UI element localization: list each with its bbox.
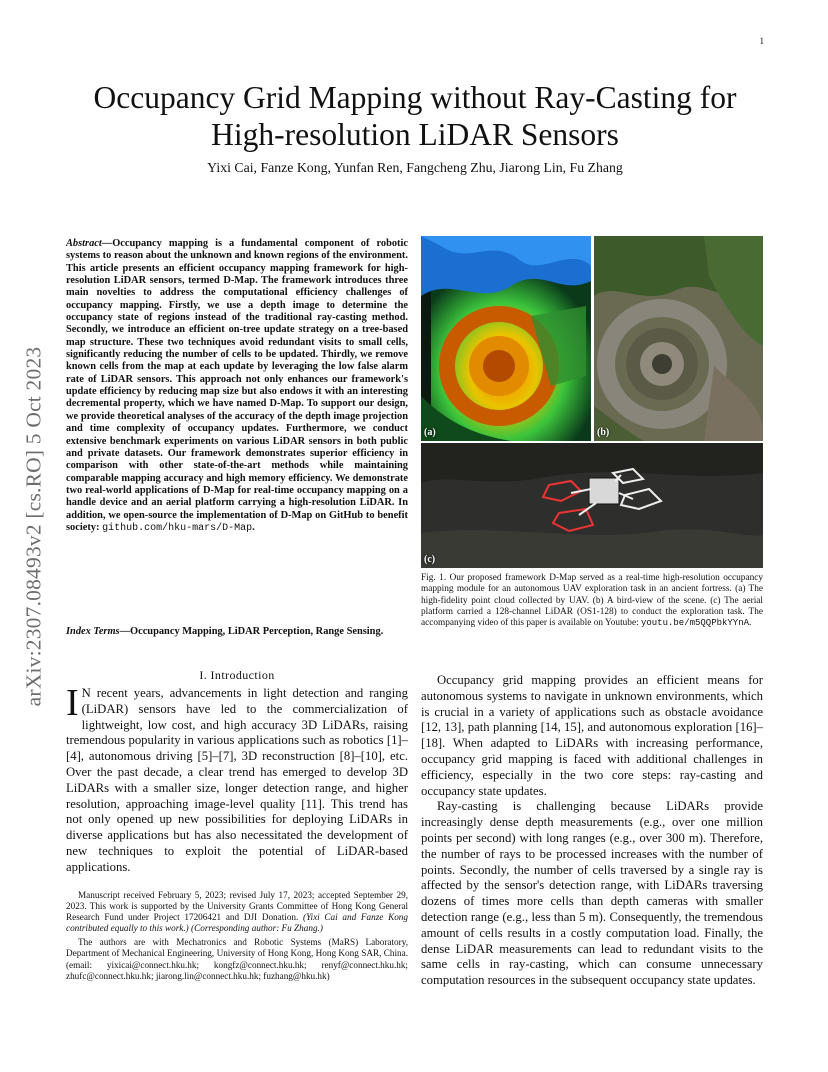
page-number: 1 (759, 36, 764, 46)
panel-label-a: (a) (424, 427, 436, 438)
footnote-affiliation: The authors are with Mechatronics and Robotic Systems (MaRS) Laboratory, Department of Mechanical Engineering, University of Hong Kong, Hong Kong SAR, China. (email: yixicai@connect.hku.hk; kongfz@connect.hku.hk; renyf@connect.hku.hk; zhufc@connect.hku.hk; jiarong.lin@connect.hku.hk; fuzhang@hku.hk) (66, 937, 408, 981)
index-terms-label: Index Terms (66, 626, 120, 637)
intro-text: N recent years, advancements in light detection and ranging (LiDAR) sensors have led to the commercialization of lightweight, low cost, and high accuracy 3D LiDARs, raising tremendous popularity in various applications such as robotics [1]–[4], autonomous driving [5]–[7], 3D reconstruction [8]–[10], etc. Over the past decade, a clear trend has emerged to develop 3D LiDARs with a smaller size, longer detection range, and higher resolution, approaching image-level quality [11]. This trend has not only opened up new possibilities for deploying LiDARs in diverse applications but has also necessitated the development of new techniques to exploit the potential of LiDAR-based applications. (66, 686, 408, 874)
panel-label-c: (c) (424, 554, 436, 565)
index-terms-text: —Occupancy Mapping, LiDAR Perception, Range Sensing. (119, 626, 384, 637)
panel-label-b: (b) (597, 427, 610, 438)
caption-text: Fig. 1. Our proposed framework D-Map served as a real-time high-resolution occupancy mapping module for an autonomous UAV exploration task in an ancient fortress. (a) The high-fidelity point cloud collected by UAV. (b) A bird-view of the scene. (c) The aerial platform carried a 128-channel LiDAR (OS1-128) to conduct the exploration task. The accompanying video of this paper is available on Youtube: (421, 573, 763, 628)
paragraph-occupancy-mapping: Occupancy grid mapping provides an efficient means for autonomous systems to navigate in unknown environments, which is crucial in a variety of applications such as obstacle avoidance [12, 13], path planning [14, 15], and autonomous exploration [16]–[18]. When adapted to LiDARs with increasing performance, occupancy grid mapping is faced with additional challenges in efficiency, especially in the two core steps: ray-casting and occupancy state updates. (421, 673, 763, 798)
bird-view-photo (594, 236, 763, 441)
caption-end: . (749, 618, 752, 628)
index-terms (66, 626, 408, 638)
title-line-1: Occupancy Grid Mapping without Ray-Casting for (93, 80, 737, 115)
intro-paragraph (66, 682, 408, 876)
abstract-text: —Occupancy mapping is a fundamental component of robotic systems to reason about the unknown and known regions of the environment. This article presents an efficient occupancy mapping framework for high-resolution LiDAR sensors, termed D-Map. The framework introduces three main novelties to address the computational efficiency challenges of occupancy mapping. Firstly, we use a depth image to determine the occupancy state of regions instead of the traditional ray-casting method. Secondly, we introduce an efficient on-tree update strategy on a tree-based map structure. These two techniques avoid redundant visits to small cells, significantly reducing the number of cells to be updated. Thirdly, we remove known cells from the map at each update by leveraging the low false alarm rate of LiDAR sensors. This approach not only enhances our framework's update efficiency by reducing map size but also endows it with an interesting decremental property, which we have named D-Map. To support our design, we provide theoretical analyses of the accuracy of the depth image projection and time complexity of occupancy updates. Furthermore, we conduct extensive benchmark experiments on various LiDAR sensors in both public and private datasets. Our framework demonstrates superior efficiency in comparison with other state-of-the-art methods while maintaining comparable mapping accuracy and high memory efficiency. We demonstrate two real-world applications of D-Map for real-time occupancy mapping on a handle device and an aerial platform carrying a high-resolution LiDAR. In addition, we open-source the implementation of D-Map on GitHub to benefit society: (66, 238, 408, 533)
github-link[interactable]: github.com/hku-mars/D-Map (102, 522, 253, 534)
youtube-link[interactable]: youtu.be/m5QQPbkYYnA (640, 618, 750, 628)
figure-1 (421, 236, 763, 568)
author-list: Yixi Cai, Fanze Kong, Yunfan Ren, Fangcheng Zhu, Jiarong Lin, Fu Zhang (207, 160, 623, 175)
drop-cap: I (66, 682, 79, 724)
abstract (66, 238, 408, 535)
section-heading: I. Introduction (199, 668, 275, 682)
footnote-equal-contribution: (Yixi Cai and Fanze Kong contributed equally to this work.) (Corresponding author: Fu Zhang.) (66, 912, 408, 934)
point-cloud-image (421, 236, 591, 441)
arxiv-stamp: arXiv:2307.08493v2 [cs.RO] 5 Oct 2023 (21, 346, 46, 707)
paper-title (70, 79, 760, 153)
figure-panel-b-bird-view (594, 236, 763, 441)
figure-panel-a-point-cloud (421, 236, 591, 441)
paragraph-ray-casting: Ray-casting is challenging because LiDARs provide increasingly dense depth measurements (e.g., over one million points per second) with long ranges (e.g., over 300 m). Therefore, the number of rays to be processed increases with the number of points. Secondly, the number of cells traversed by a single ray is affected by the sensor's detection range, with LiDARs traversing dozens of times more cells than depth cameras with smaller detection range (e.g., less than 5 m). Consequently, the tremendous amount of cells results in a costly computation load. Finally, the dense LiDAR measurements can lead to redundant visits to the same cells in ray-casting, which can consume unnecessary computation resources in the subsequent occupancy state updates. (421, 799, 763, 988)
title-line-2: High-resolution LiDAR Sensors (211, 117, 619, 152)
uav-photo (421, 443, 763, 568)
figure-1-caption (421, 573, 763, 629)
figure-panel-c-aerial-platform (421, 443, 763, 568)
abstract-label: Abstract (66, 238, 102, 249)
footnote-funding (66, 890, 408, 934)
footnote-funding-text: Manuscript received February 5, 2023; revised July 17, 2023; accepted September 29, 2023. This work is supported by the University Grants Committee of Hong Kong General Research Fund under Project 17206421 and DJI Donation. (66, 890, 408, 923)
footnote (66, 890, 408, 982)
abstract-end: . (252, 521, 255, 533)
right-column-text (421, 673, 763, 989)
